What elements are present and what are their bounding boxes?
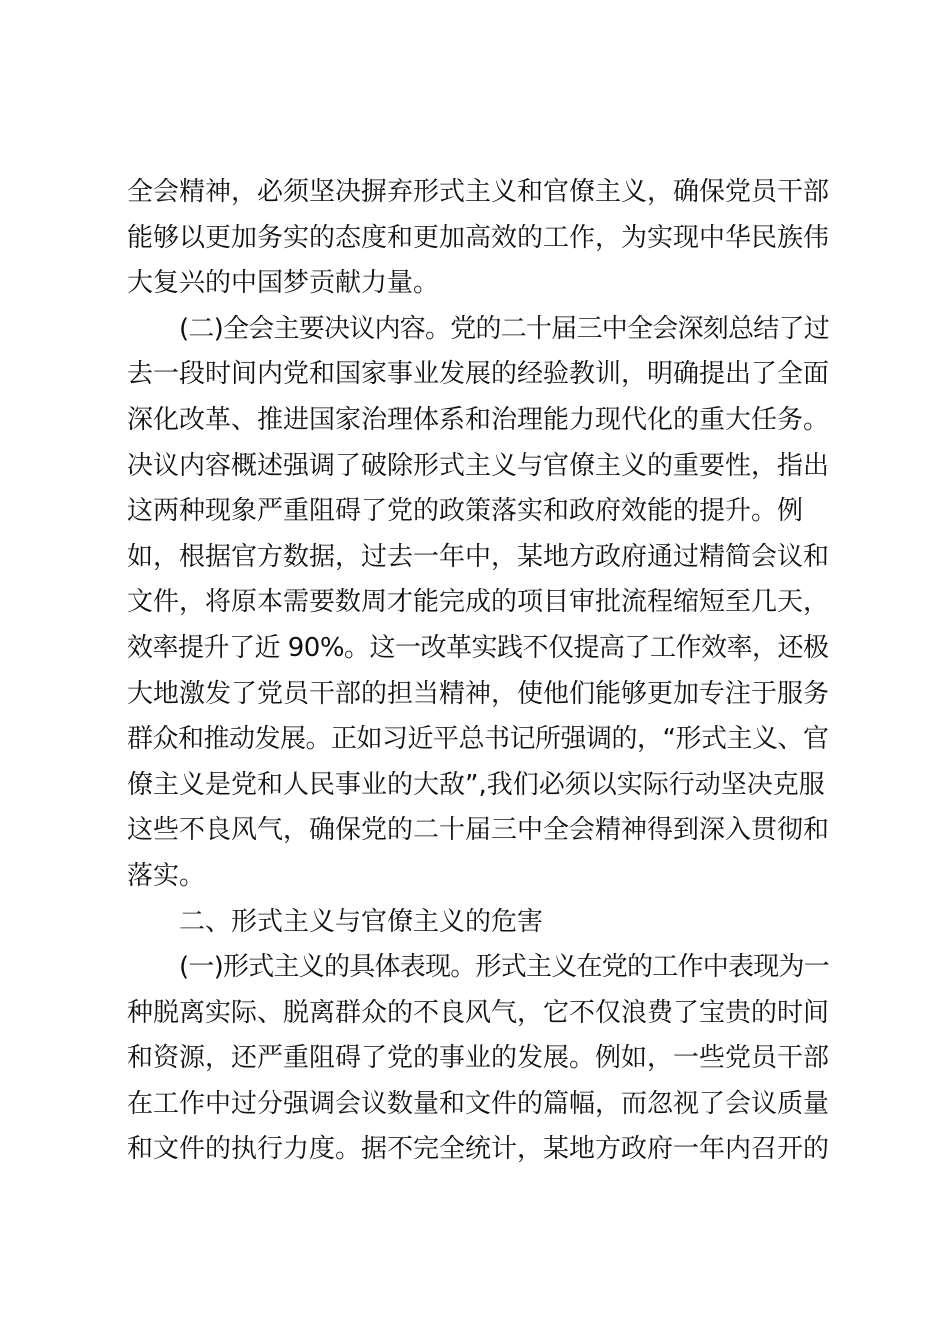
text-line: 如，根据官方数据，过去一年中，某地方政府通过精简会议和 (127, 541, 830, 572)
text-line: 落实。 (127, 860, 206, 891)
text-line: 和文件的执行力度。据不完全统计，某地方政府一年内召开的 (127, 1134, 830, 1165)
text-line: 全会精神，必须坚决摒弃形式主义和官僚主义，确保党员干部 (127, 177, 830, 207)
body-text (127, 170, 831, 1173)
text-line: 这两种现象严重阻碍了党的政策落实和政府效能的提升。例 (127, 496, 804, 527)
text-line: 种脱离实际、脱离群众的不良风气，它不仅浪费了宝贵的时间 (127, 997, 830, 1028)
text-line: 和资源，还严重阻碍了党的事业的发展。例如，一些党员干部 (127, 1043, 830, 1074)
section-heading-1-line: (一)形式主义的具体表现。形式主义在党的工作中表现为一 (179, 952, 830, 983)
text-line: 这些不良风气，确保党的二十届三中全会精神得到深入贯彻和 (127, 815, 830, 846)
text-line: 深化改革、推进国家治理体系和治理能力现代化的重大任务。 (127, 404, 830, 435)
section-heading-2-line: (二)全会主要决议内容。党的二十届三中全会深刻总结了过 (179, 313, 830, 344)
text-line: 去一段时间内党和国家事业发展的经验教训，明确提出了全面 (127, 359, 830, 390)
chapter-heading-line: 二、形式主义与官僚主义的危害 (179, 906, 544, 937)
text-line: 文件，将原本需要数周才能完成的项目审批流程缩短至几天， (127, 587, 830, 618)
text-line: 大地激发了党员干部的担当精神，使他们能够更加专注于服务 (127, 678, 830, 709)
text-line: 群众和推动发展。正如习近平总书记所强调的，“形式主义、官 (127, 724, 829, 755)
text-line: 在工作中过分强调会议数量和文件的篇幅，而忽视了会议质量 (127, 1088, 830, 1119)
text-line: 能够以更加务实的态度和更加高效的工作，为实现中华民族伟 (127, 222, 830, 253)
text-line: 大复兴的中国梦贡献力量。 (127, 268, 440, 299)
text-line: 僚主义是党和人民事业的大敌”,我们必须以实际行动坚决克服 (127, 769, 825, 800)
text-line: 效率提升了近 90%。这一改革实践不仅提高了工作效率，还极 (127, 632, 829, 663)
text-line: 决议内容概述强调了破除形式主义与官僚主义的重要性，指出 (127, 450, 830, 481)
